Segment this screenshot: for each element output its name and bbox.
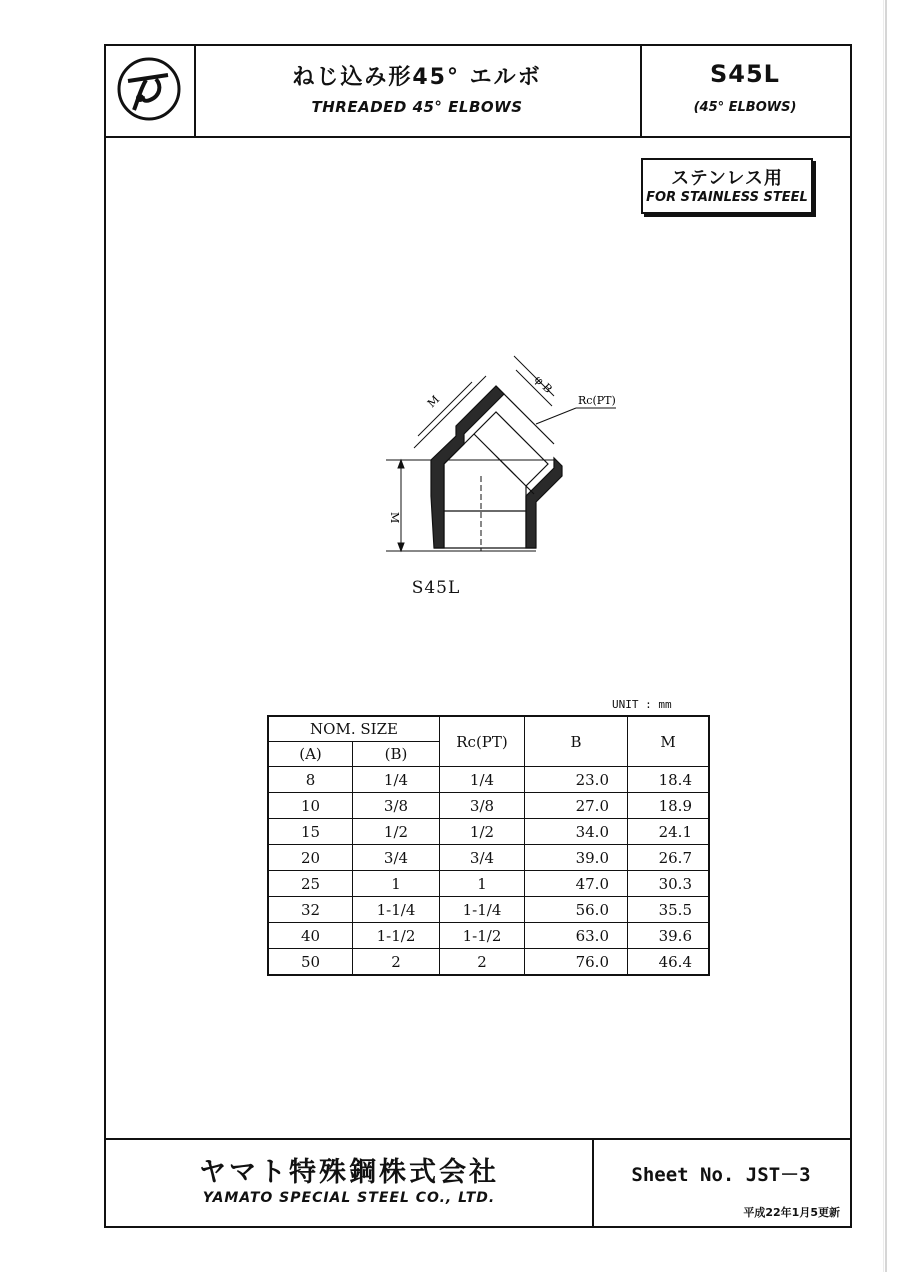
cell-b: 76.0 xyxy=(525,949,628,976)
table-row xyxy=(268,897,709,923)
unit-label: UNIT : mm xyxy=(612,698,672,711)
company-name-jp: ヤマト特殊鋼株式会社 xyxy=(199,1157,499,1188)
cell-size-b: 1/4 xyxy=(353,767,440,793)
cell-rc: 1/2 xyxy=(440,819,525,845)
title-english: THREADED 45° ELBOWS xyxy=(311,98,523,116)
cell-rc: 1/4 xyxy=(440,767,525,793)
sheet-cell xyxy=(592,1140,850,1227)
table-row xyxy=(268,845,709,871)
cell-b: 34.0 xyxy=(525,819,628,845)
cell-m: 35.5 xyxy=(628,897,710,923)
table-row xyxy=(268,767,709,793)
col-header-m: M xyxy=(628,716,710,767)
cell-size-b: 1-1/2 xyxy=(353,923,440,949)
cell-size-b: 1/2 xyxy=(353,819,440,845)
cell-size-a: 15 xyxy=(268,819,353,845)
cell-size-b: 3/8 xyxy=(353,793,440,819)
table-row xyxy=(268,949,709,976)
table-row xyxy=(268,923,709,949)
material-badge-jp: ステンレス用 xyxy=(671,168,783,189)
cell-m: 18.4 xyxy=(628,767,710,793)
cell-rc: 3/8 xyxy=(440,793,525,819)
cell-rc: 1-1/2 xyxy=(440,923,525,949)
col-header-rc: Rc(PT) xyxy=(440,716,525,767)
cell-size-a: 8 xyxy=(268,767,353,793)
thread-end-line-top xyxy=(474,434,534,494)
rc-label: Rc(PT) xyxy=(578,394,616,407)
cell-m: 18.9 xyxy=(628,793,710,819)
col-header-nom-size: NOM. SIZE xyxy=(268,716,440,742)
product-code: S45L xyxy=(710,60,780,88)
cell-b: 63.0 xyxy=(525,923,628,949)
scan-edge-shadow xyxy=(883,0,884,1272)
drawing-sheet-frame xyxy=(104,44,852,1228)
dim-b-label: φ B xyxy=(531,372,555,396)
cell-rc: 1-1/4 xyxy=(440,897,525,923)
company-logo-icon xyxy=(116,56,182,122)
dimension-table-body xyxy=(268,767,709,976)
revision-date: 平成22年1月5更新 xyxy=(743,1206,840,1219)
cell-m: 39.6 xyxy=(628,923,710,949)
scan-edge xyxy=(885,0,887,1272)
cell-size-b: 2 xyxy=(353,949,440,976)
product-code-subtitle: (45° ELBOWS) xyxy=(693,100,797,115)
cell-size-a: 50 xyxy=(268,949,353,976)
col-header-bsize: (B) xyxy=(353,742,440,767)
dim-m-left-label: M xyxy=(388,512,401,524)
product-code-cell xyxy=(640,46,850,136)
figure-label: S45L xyxy=(411,578,461,598)
right-wall xyxy=(526,458,562,548)
cell-rc: 1 xyxy=(440,871,525,897)
sheet-number: Sheet No. JST－3 xyxy=(631,1164,811,1186)
col-header-b: B xyxy=(525,716,628,767)
cell-b: 56.0 xyxy=(525,897,628,923)
title-japanese: ねじ込み形45° エルボ xyxy=(292,65,542,90)
company-name-en: YAMATO SPECIAL STEEL CO., LTD. xyxy=(202,1190,496,1206)
cell-b: 39.0 xyxy=(525,845,628,871)
dimension-table-wrap xyxy=(267,715,710,976)
footer-block xyxy=(106,1138,850,1227)
cell-rc: 3/4 xyxy=(440,845,525,871)
logo-cell xyxy=(106,46,196,136)
dimension-table xyxy=(267,715,710,976)
cell-size-b: 1-1/4 xyxy=(353,897,440,923)
rc-leader xyxy=(536,408,576,424)
cell-m: 30.3 xyxy=(628,871,710,897)
dim-m-top-label: M xyxy=(424,392,443,411)
cell-m: 46.4 xyxy=(628,949,710,976)
cell-b: 27.0 xyxy=(525,793,628,819)
title-cell xyxy=(194,46,642,136)
left-wall xyxy=(431,386,504,548)
cell-size-b: 1 xyxy=(353,871,440,897)
cell-size-b: 3/4 xyxy=(353,845,440,871)
col-header-a: (A) xyxy=(268,742,353,767)
cell-rc: 2 xyxy=(440,949,525,976)
cell-m: 26.7 xyxy=(628,845,710,871)
cell-size-a: 32 xyxy=(268,897,353,923)
cell-b: 47.0 xyxy=(525,871,628,897)
cell-size-a: 25 xyxy=(268,871,353,897)
cell-size-a: 10 xyxy=(268,793,353,819)
cell-size-a: 40 xyxy=(268,923,353,949)
material-badge-en: FOR STAINLESS STEEL xyxy=(646,190,808,205)
table-row xyxy=(268,793,709,819)
company-cell xyxy=(106,1140,594,1227)
cell-size-a: 20 xyxy=(268,845,353,871)
material-badge xyxy=(641,158,813,214)
elbow-drawing xyxy=(376,336,656,576)
table-row xyxy=(268,871,709,897)
cell-m: 24.1 xyxy=(628,819,710,845)
cell-b: 23.0 xyxy=(525,767,628,793)
title-block xyxy=(106,46,850,138)
table-row xyxy=(268,819,709,845)
